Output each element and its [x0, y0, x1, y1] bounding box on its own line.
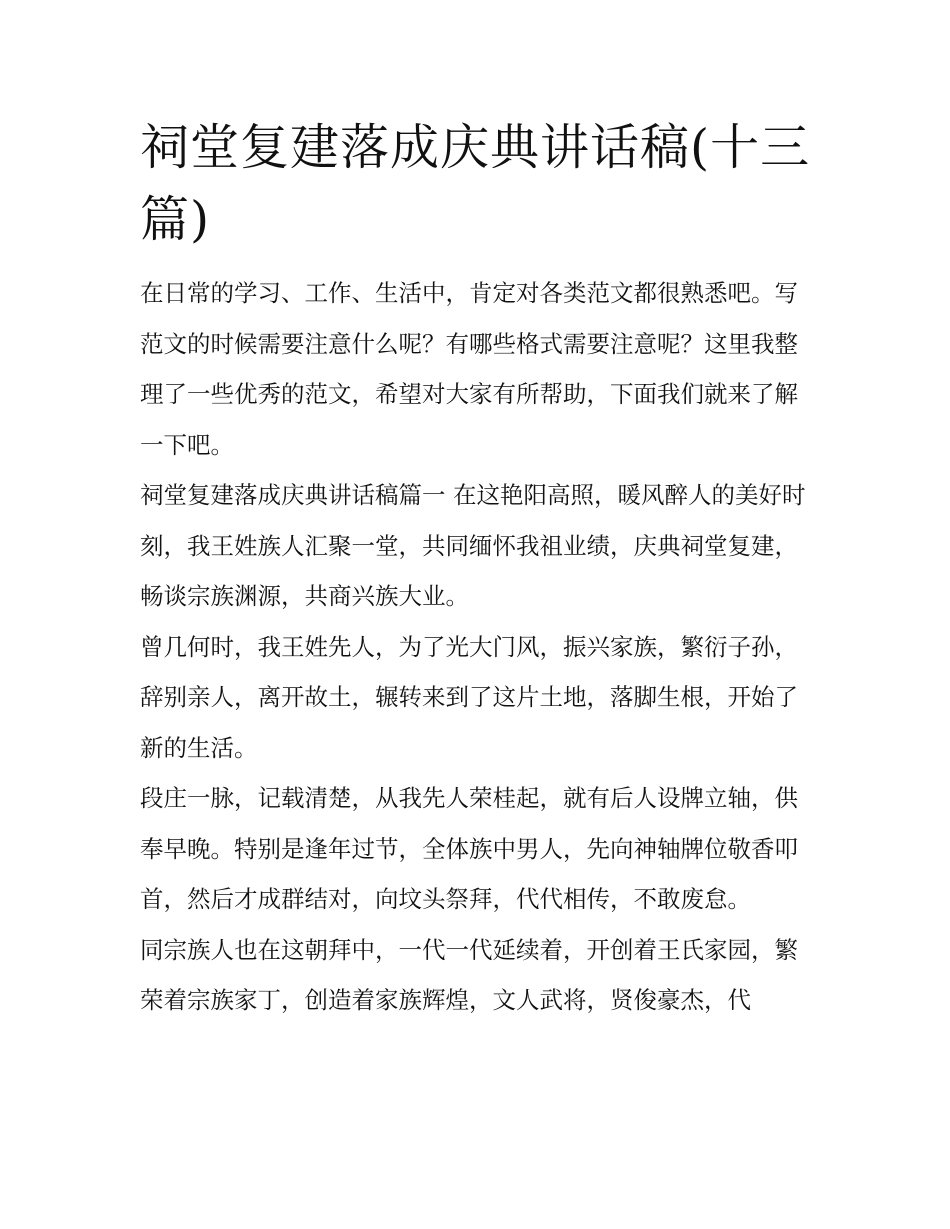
paragraph-clan-prosperity: 同宗族人也在这朝拜中，一代一代延续着，开创着王氏家园，繁荣着宗族家丁，创造着家族辉煌，文人武将，贤俊豪杰，代: [140, 935, 798, 1014]
document-body: [140, 112, 812, 1026]
paragraph-intro: 在日常的学习、工作、生活中，肯定对各类范文都很熟悉吧。写范文的时候需要注意什么呢？有哪些格式需要注意呢？这里我整理了一些优秀的范文，希望对大家有所帮助，下面我们就来了解一下吧。: [140, 279, 798, 459]
document-title: 祠堂复建落成庆典讲话稿(十三篇): [140, 119, 811, 248]
paragraph-speech-opening: 祠堂复建落成庆典讲话稿篇一 在这艳阳高照，暖风醉人的美好时刻，我王姓族人汇聚一堂，共同缅怀我祖业绩，庆典祠堂复建，畅谈宗族渊源，共商兴族大业。: [140, 481, 806, 610]
paragraph-ancestors: 曾几何时，我王姓先人，为了光大门风，振兴家族，繁衍子孙，辞别亲人，离开故土，辗转来到了这片土地，落脚生根，开始了新的生活。: [140, 632, 798, 762]
paragraph-duanzhuang-lineage: 段庄一脉，记载清楚，从我先人荣桂起，就有后人设牌立轴，供奉早晚。特别是逢年过节，全体族中男人，先向神轴牌位敬香叩首，然后才成群结对，向坟头祭拜，代代相传，不敢废怠。: [140, 784, 798, 913]
